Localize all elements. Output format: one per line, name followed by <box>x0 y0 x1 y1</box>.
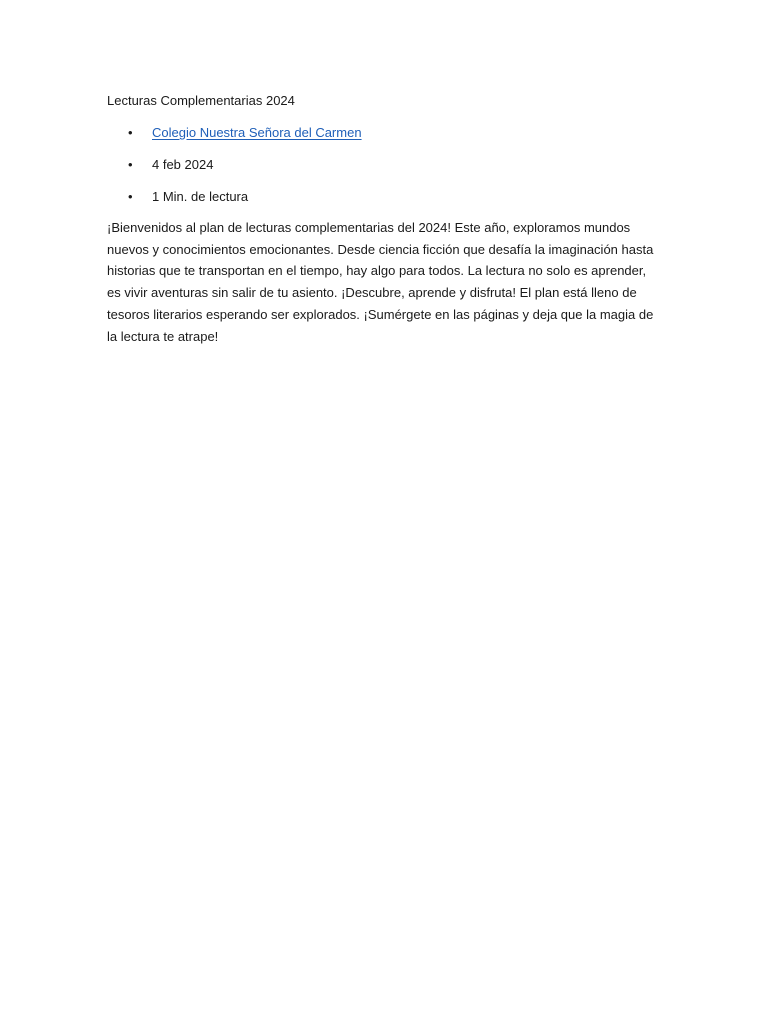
meta-item-author <box>107 123 667 143</box>
bullet-icon: • <box>128 157 133 172</box>
post-date: 4 feb 2024 <box>152 157 214 172</box>
document-page <box>107 91 667 347</box>
meta-item-reading-time <box>107 187 667 207</box>
bullet-icon: • <box>128 125 133 140</box>
body-paragraph: ¡Bienvenidos al plan de lecturas complementarias del 2024! Este año, exploramos mundos nuevos y conocimientos emocionantes. Desde ciencia ficción que desafía la imaginación hasta historias que te transportan en el tiempo, hay algo para todos. La lectura no solo es aprender, es vivir aventuras sin salir de tu asiento. ¡Descubre, aprende y disfruta! El plan está lleno de tesoros literarios esperando ser explorados. ¡Sumérgete en las páginas y deja que la magia de la lectura te atrape! <box>107 220 654 344</box>
post-meta-list <box>107 123 667 207</box>
author-link[interactable]: Colegio Nuestra Señora del Carmen <box>152 125 362 140</box>
document-title: Lecturas Complementarias 2024 <box>107 93 295 108</box>
meta-item-date <box>107 155 667 175</box>
bullet-icon: • <box>128 189 133 204</box>
reading-time: 1 Min. de lectura <box>152 189 249 204</box>
